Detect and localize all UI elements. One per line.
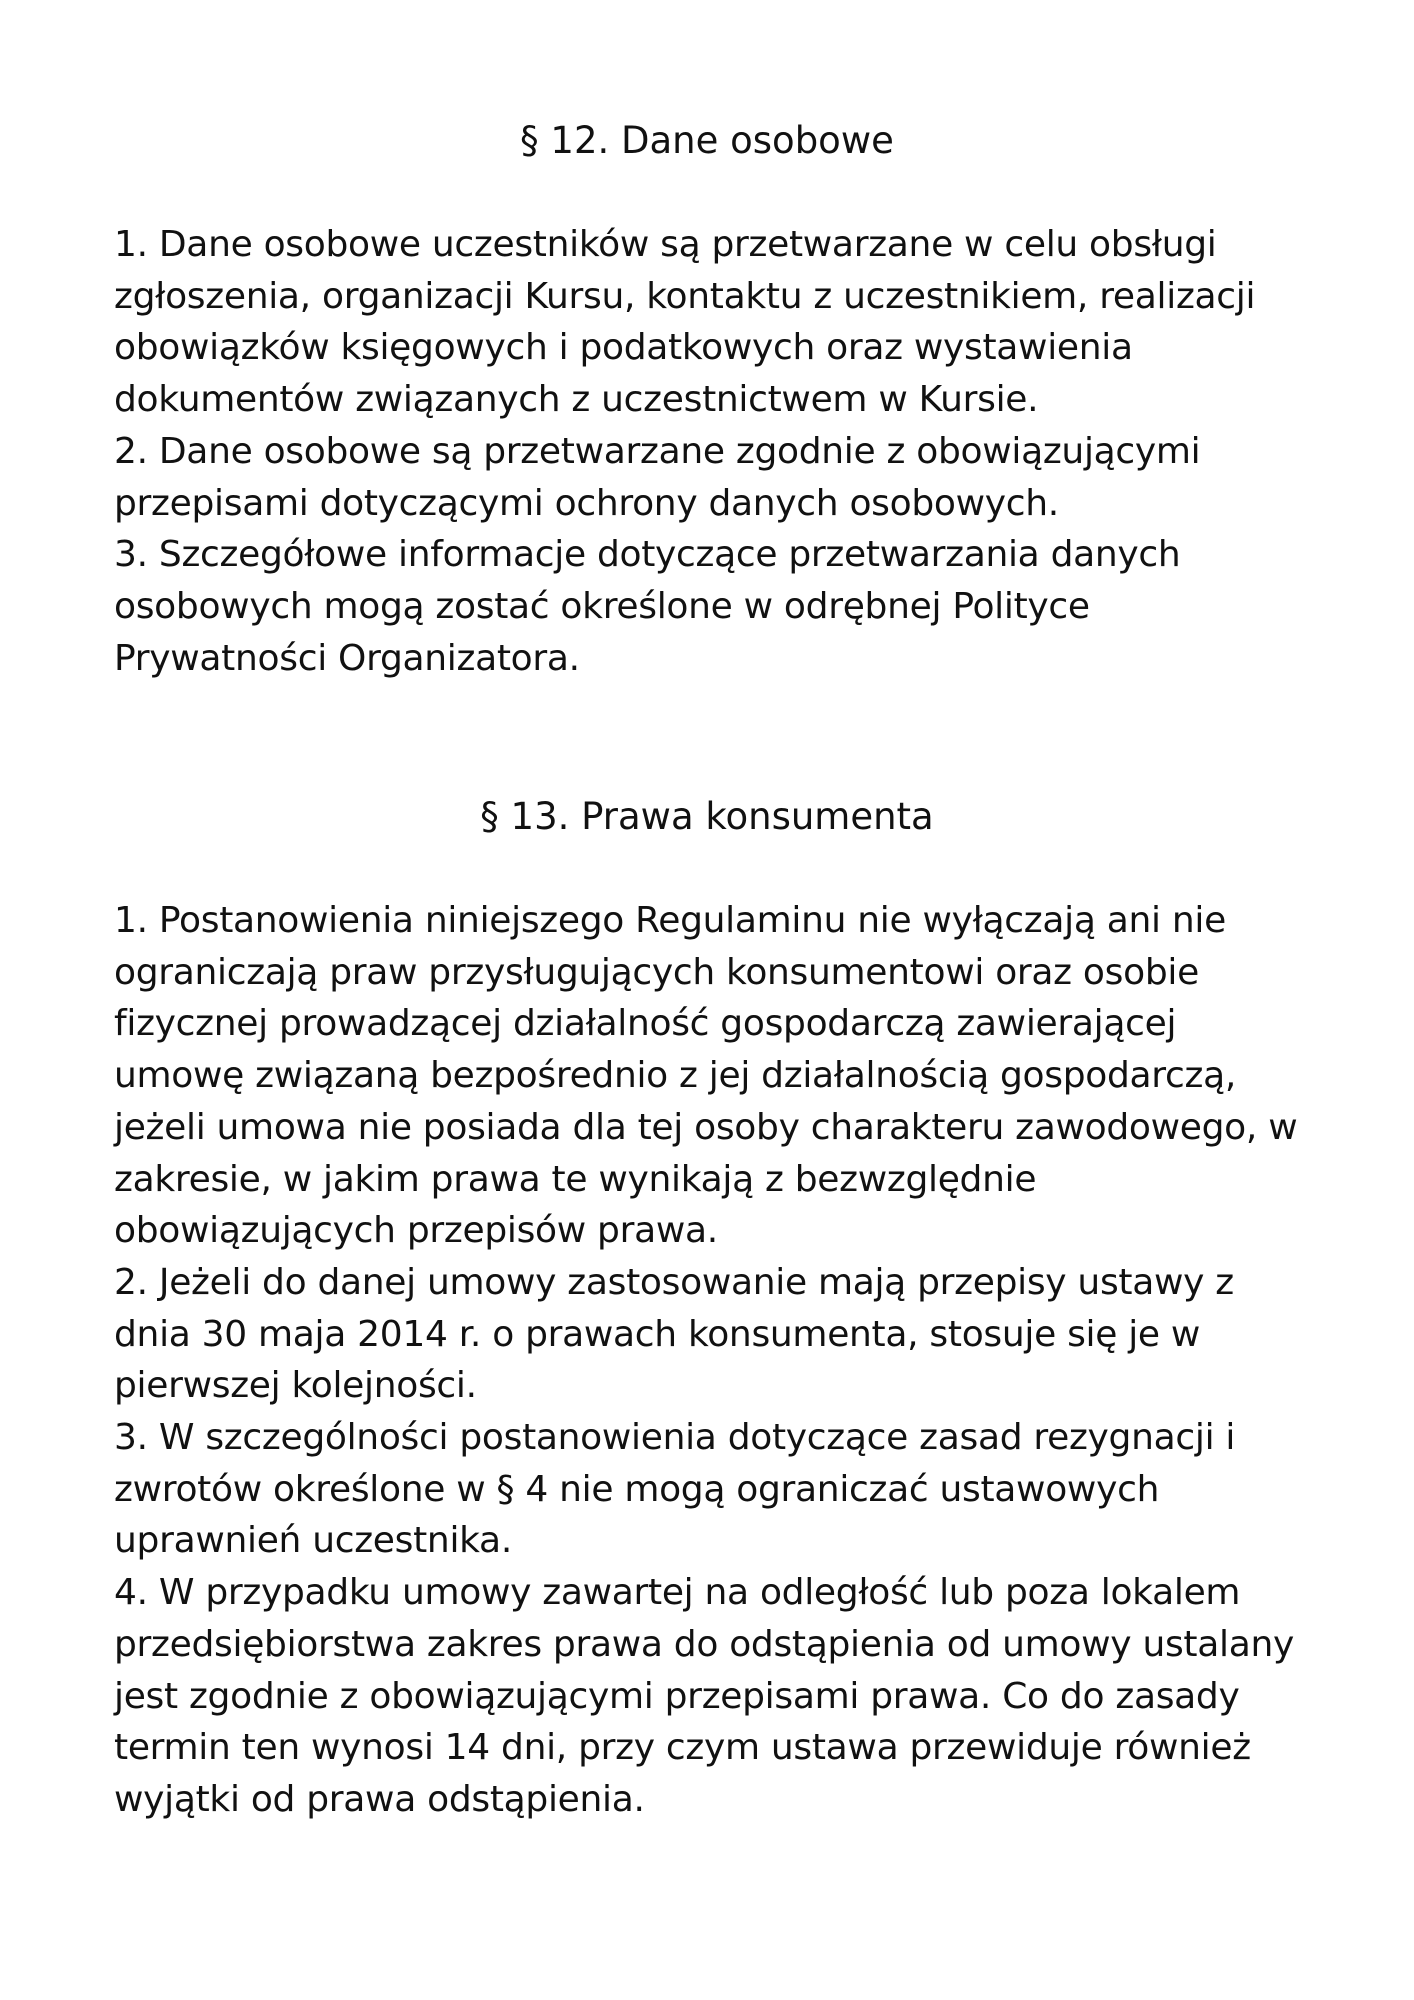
text-line: uprawnień uczestnika.: [114, 1520, 512, 1562]
text-line: pierwszej kolejności.: [114, 1365, 477, 1407]
section-body: [114, 219, 1314, 684]
section-heading: § 13. Prawa konsumenta: [480, 795, 934, 838]
section-12-personal-data: [114, 115, 1314, 684]
text-line: zwrotów określone w § 4 nie mogą ograniczać ustawowych: [114, 1468, 1160, 1510]
section-13-consumer-rights: [114, 791, 1314, 1826]
text-line: obowiązujących przepisów prawa.: [114, 1210, 718, 1252]
text-line: zgłoszenia, organizacji Kursu, kontaktu z uczestnikiem, realizacji: [114, 275, 1256, 317]
text-line: osobowych mogą zostać określone w odrębnej Polityce: [114, 585, 1090, 627]
text-line: obowiązków księgowych i podatkowych oraz wystawienia: [114, 327, 1133, 369]
section-heading: § 12. Dane osobowe: [520, 119, 894, 162]
text-line: ograniczają praw przysługujących konsumentowi oraz osobie: [114, 951, 1199, 993]
text-line: jest zgodnie z obowiązującymi przepisami prawa. Co do zasady: [114, 1675, 1240, 1717]
text-line: dnia 30 maja 2014 r. o prawach konsumenta, stosuje się je w: [114, 1313, 1201, 1355]
text-line: 3. Szczegółowe informacje dotyczące przetwarzania danych: [114, 534, 1181, 576]
text-line: 2. Dane osobowe są przetwarzane zgodnie z obowiązującymi: [114, 430, 1201, 472]
section-body: [114, 895, 1314, 1826]
text-line: dokumentów związanych z uczestnictwem w Kursie.: [114, 379, 1039, 421]
text-line: 3. W szczególności postanowienia dotyczące zasad rezygnacji i: [114, 1417, 1236, 1459]
text-line: termin ten wynosi 14 dni, przy czym ustawa przewiduje również: [114, 1727, 1251, 1769]
text-line: zakresie, w jakim prawa te wynikają z bezwzględnie: [114, 1158, 1037, 1200]
text-line: umowę związaną bezpośrednio z jej działalnością gospodarczą,: [114, 1055, 1237, 1097]
text-line: fizycznej prowadzącej działalność gospodarczą zawierającej: [114, 1003, 1177, 1045]
text-line: wyjątki od prawa odstąpienia.: [114, 1778, 645, 1820]
text-line: 1. Dane osobowe uczestników są przetwarzane w celu obsługi: [114, 224, 1217, 265]
text-line: jeżeli umowa nie posiada dla tej osoby charakteru zawodowego, w: [114, 1106, 1298, 1148]
text-line: 4. W przypadku umowy zawartej na odległość lub poza lokalem: [114, 1572, 1241, 1614]
text-line: 1. Postanowienia niniejszego Regulaminu nie wyłączają ani nie: [114, 900, 1226, 941]
text-line: przedsiębiorstwa zakres prawa do odstąpienia od umowy ustalany: [114, 1623, 1294, 1665]
text-line: Prywatności Organizatora.: [114, 637, 580, 679]
text-line: przepisami dotyczącymi ochrony danych osobowych.: [114, 482, 1059, 524]
text-line: 2. Jeżeli do danej umowy zastosowanie mają przepisy ustawy z: [114, 1261, 1234, 1303]
